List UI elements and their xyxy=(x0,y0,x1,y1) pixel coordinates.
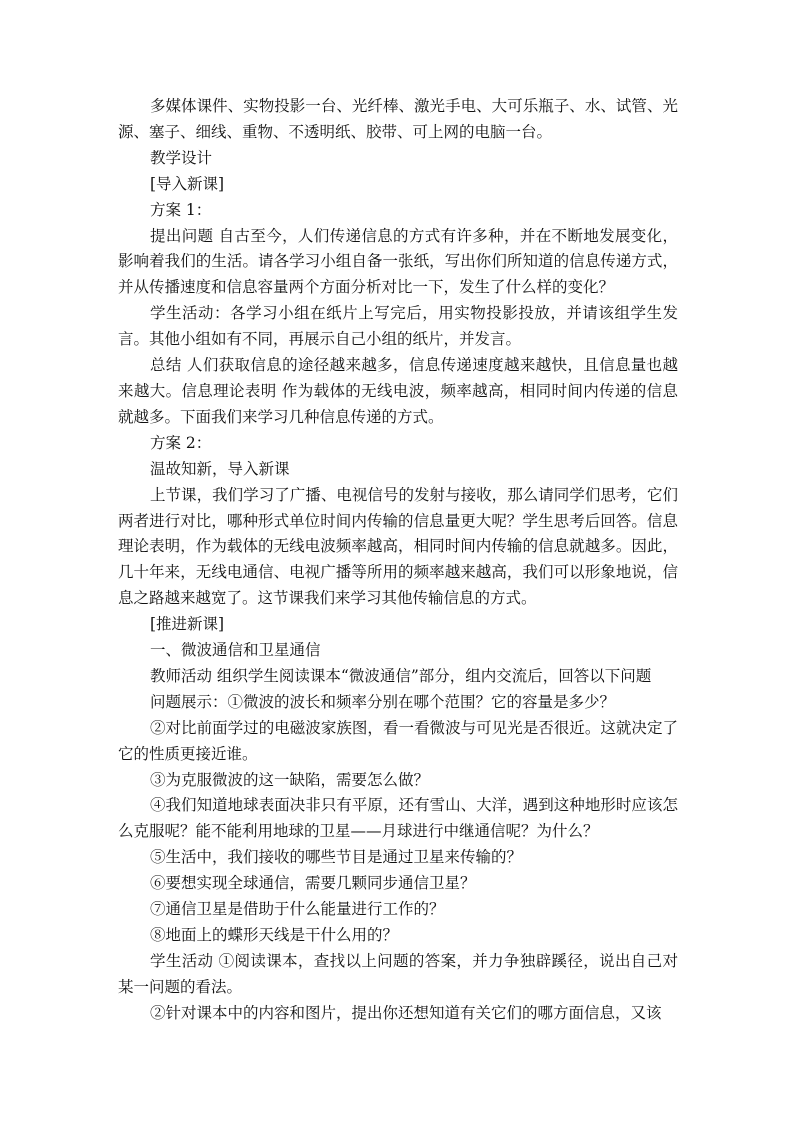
section-heading-microwave: 一、微波通信和卫星通信 xyxy=(150,641,321,660)
plan-1-summary: 总结 人们获取信息的途径越来越多，信息传递速度越来越快，且信息量也越来越大。信息理论表明 作为载体的无线电波，频率越高，相同时间内传递的信息就越多。下面我们来学习几种信息传递的方式。 xyxy=(118,356,678,426)
plan-1-question-paragraph: 提出问题 自古至今，人们传递信息的方式有许多种，并在不断地发展变化，影响着我们的生活。请各学习小组自备一张纸，写出你们所知道的信息传递方式，并从传播速度和信息容量两个方面分析对比一下，发生了什么样的变化？ xyxy=(118,226,678,297)
question-7: ⑦通信卫星是借助于什么能量进行工作的？ xyxy=(150,900,445,919)
question-6: ⑥要想实现全球通信，需要几颗同步通信卫星？ xyxy=(150,874,476,893)
plan-1-student-activity: 学生活动：各学习小组在纸片上写完后，用实物投影投放，并请该组学生发言。其他小组如有不同，再展示自己小组的纸片，并发言。 xyxy=(118,304,678,349)
student-activity-2: ②针对课本中的内容和图片，提出你还想知道有关它们的哪方面信息，又该 xyxy=(150,1003,662,1022)
plan-2-heading: 方案 2： xyxy=(150,433,212,452)
question-8: ⑧地面上的蝶形天线是干什么用的？ xyxy=(150,926,399,944)
teacher-activity-paragraph: 教师活动 组织学生阅读课本“微波通信”部分，组内交流后，回答以下问题 xyxy=(150,666,652,685)
plan-2-subheading: 温故知新，导入新课 xyxy=(150,459,290,478)
materials-paragraph: 多媒体课件、实物投影一台、光纤棒、激光手电、大可乐瓶子、水、试管、光源、塞子、细线、重物、不透明纸、胶带、可上网的电脑一台。 xyxy=(118,97,678,141)
question-2: ②对比前面学过的电磁波家族图，看一看微波与可见光是否很近。这就决定了它的性质更接近谁。 xyxy=(118,718,678,763)
question-4: ④我们知道地球表面决非只有平原，还有雪山、大洋，遇到这种地形时应该怎么克服呢？能不能利用地球的卫星——月球进行中继通信呢？为什么？ xyxy=(118,796,678,841)
question-1: 问题展示：①微波的波长和频率分别在哪个范围？它的容量是多少？ xyxy=(150,692,616,711)
section-heading-teaching-design: 教学设计 xyxy=(150,148,213,167)
plan-2-paragraph: 上节课，我们学习了广播、电视信号的发射与接收，那么请同学们思考，它们两者进行对比，哪种形式单位时间内传输的信息量更大呢？学生思考后回答。信息理论表明，作为载体的无线电波频率越高，相同时间内传输的信息就越多。因此，几十年来，无线电通信、电视广播等所用的频率越来越高，我们可以形象地说，信息之路越来越宽了。这节课我们来学习其他传输信息的方式。 xyxy=(118,485,678,608)
section-heading-new-lesson: [推进新课] xyxy=(150,615,225,634)
section-heading-intro: [导入新课] xyxy=(150,174,225,193)
document-body xyxy=(118,94,678,1027)
plan-1-heading: 方案 1： xyxy=(150,200,212,219)
question-5: ⑤生活中，我们接收的哪些节目是通过卫星来传输的？ xyxy=(150,848,523,867)
student-activity-1: 学生活动 ①阅读课本，查找以上问题的答案，并力争独辟蹊径，说出自己对某一问题的看法。 xyxy=(118,951,678,996)
question-3: ③为克服微波的这一缺陷，需要怎么做？ xyxy=(150,770,430,789)
